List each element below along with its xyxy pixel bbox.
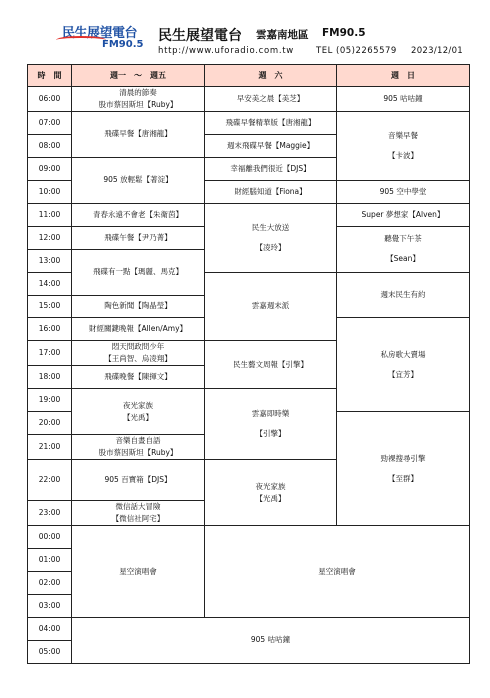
column-header-weekday: 週一 ～ 週五 [72,65,205,87]
program-cell: 905 放輕鬆【著淀】 [72,157,205,203]
program-host: 【凌玲】 [255,242,286,252]
program-cell: 民生藝文周報【引擎】 [205,341,337,389]
program-cell: 幸福離我們很近【DJS】 [205,157,337,180]
table-row [28,203,470,226]
program-name: 夜光家族 [255,481,286,491]
program-host: 【至群】 [388,473,418,483]
program-cell: 財經腦知道【Fiona】 [205,180,337,203]
time-cell: 16:00 [28,318,72,341]
station-logo [56,22,146,56]
program-cell: 飛碟早餐精華版【唐湘龍】 [205,112,337,135]
program-cell [72,341,205,366]
program-name: 私房歌大賣場 [380,349,426,359]
program-name: 悶天問政問少年 [111,342,165,352]
time-cell: 23:00 [28,501,72,526]
program-name: 音樂早餐 [388,130,418,140]
program-cell: 905 咕咕鐘 [337,87,470,112]
program-cell: 雲嘉週末派 [205,272,337,341]
time-cell: 05:00 [28,640,72,663]
telephone: TEL (05)2265579 [316,46,397,56]
time-cell: 04:00 [28,617,72,640]
program-host: 【卡波】 [388,150,418,160]
column-header-time: 時 間 [28,65,72,87]
program-cell: 青春永遠不會老【朱衛茵】 [72,203,205,226]
time-cell: 18:00 [28,366,72,389]
program-cell: 飛碟有一點【瑪麗、馬克】 [72,249,205,295]
program-cell: Super 夢想家【Alven】 [337,203,470,226]
time-cell: 01:00 [28,549,72,572]
time-cell: 11:00 [28,203,72,226]
program-host: 股市蔡因斯坦【Ruby】 [98,100,178,109]
program-cell: 飛碟早餐【唐湘龍】 [72,112,205,158]
column-header-saturday: 週 六 [205,65,337,87]
time-cell: 12:00 [28,226,72,249]
website-url[interactable]: http://www.uforadio.com.tw [158,46,294,56]
program-cell [337,226,470,272]
program-cell [205,203,337,272]
program-cell: 星空演唱會 [205,526,470,618]
logo-text: 民生展望電台 [62,26,138,41]
program-cell [337,318,470,412]
program-cell: 905 百寶箱【DJS】 [72,460,205,501]
time-cell: 22:00 [28,460,72,501]
program-cell: 早安美之晨【美芝】 [205,87,337,112]
program-name: 民生大放送 [251,222,290,232]
program-cell [72,87,205,112]
program-cell: 905 咕咕鐘 [72,617,470,663]
table-row [28,617,470,640]
table-row [28,87,470,112]
program-name: 雲嘉即時樂 [251,409,290,419]
program-host: 股市蔡因斯坦【Ruby】 [98,448,178,458]
time-cell: 14:00 [28,272,72,295]
time-cell: 06:00 [28,87,72,112]
program-cell: 週末飛碟早餐【Maggie】 [205,134,337,157]
program-cell: 飛碟午餐【尹乃菁】 [72,226,205,249]
program-cell: 905 空中學堂 [337,180,470,203]
table-row [28,112,470,135]
program-cell [337,412,470,526]
time-cell: 09:00 [28,157,72,180]
program-name: 清晨的節奏 [119,88,157,97]
program-cell [72,501,205,526]
region-label: 雲嘉南地區 [256,29,309,41]
time-cell: 02:00 [28,572,72,595]
program-cell [337,112,470,181]
program-name: 聽覺下午茶 [384,234,422,244]
program-cell: 財經關鍵晚報【Allen/Amy】 [72,318,205,341]
program-host: 【Sean】 [386,254,420,264]
program-host: 【宜芳】 [388,369,418,379]
program-cell: 飛碟晚餐【陳揮文】 [72,366,205,389]
time-cell: 20:00 [28,412,72,435]
program-name: 夜光家族 [123,400,153,410]
time-cell: 08:00 [28,134,72,157]
time-cell: 13:00 [28,249,72,272]
program-name: 音樂自晝自語 [115,436,161,446]
column-header-sunday: 週 日 [337,65,470,87]
program-cell: 陶色新聞【陶晶瑩】 [72,295,205,318]
program-cell [205,389,337,460]
program-host: 【微信社阿宅】 [111,514,165,524]
program-host: 【光禹】 [123,412,153,422]
time-cell: 03:00 [28,595,72,618]
program-host: 【引擎】 [255,429,286,439]
logo-swoosh-icon [56,36,106,44]
schedule-date: 2023/12/01 [411,46,463,56]
time-cell: 19:00 [28,389,72,412]
time-cell: 21:00 [28,435,72,460]
program-schedule-table [27,64,470,664]
time-cell: 10:00 [28,180,72,203]
time-cell: 00:00 [28,526,72,549]
table-row [28,526,470,549]
program-cell [205,460,337,526]
program-cell: 星空演唱會 [72,526,205,618]
program-name: 勁裸搜尋引擎 [380,453,426,463]
frequency-label: FM90.5 [322,27,366,39]
program-name: 微信話大冒險 [115,502,161,512]
program-cell [72,435,205,460]
logo-frequency: FM90.5 [102,39,144,50]
time-cell: 07:00 [28,112,72,135]
time-cell: 17:00 [28,341,72,366]
program-host: 【王尚智、烏凌翔】 [104,354,172,364]
table-header-row [28,65,470,87]
page-header [0,0,490,62]
time-cell: 15:00 [28,295,72,318]
program-cell [72,389,205,435]
station-title: 民生展望電台 [158,28,242,44]
program-host: 【光禹】 [255,493,286,503]
program-cell: 週末民生有約 [337,272,470,318]
